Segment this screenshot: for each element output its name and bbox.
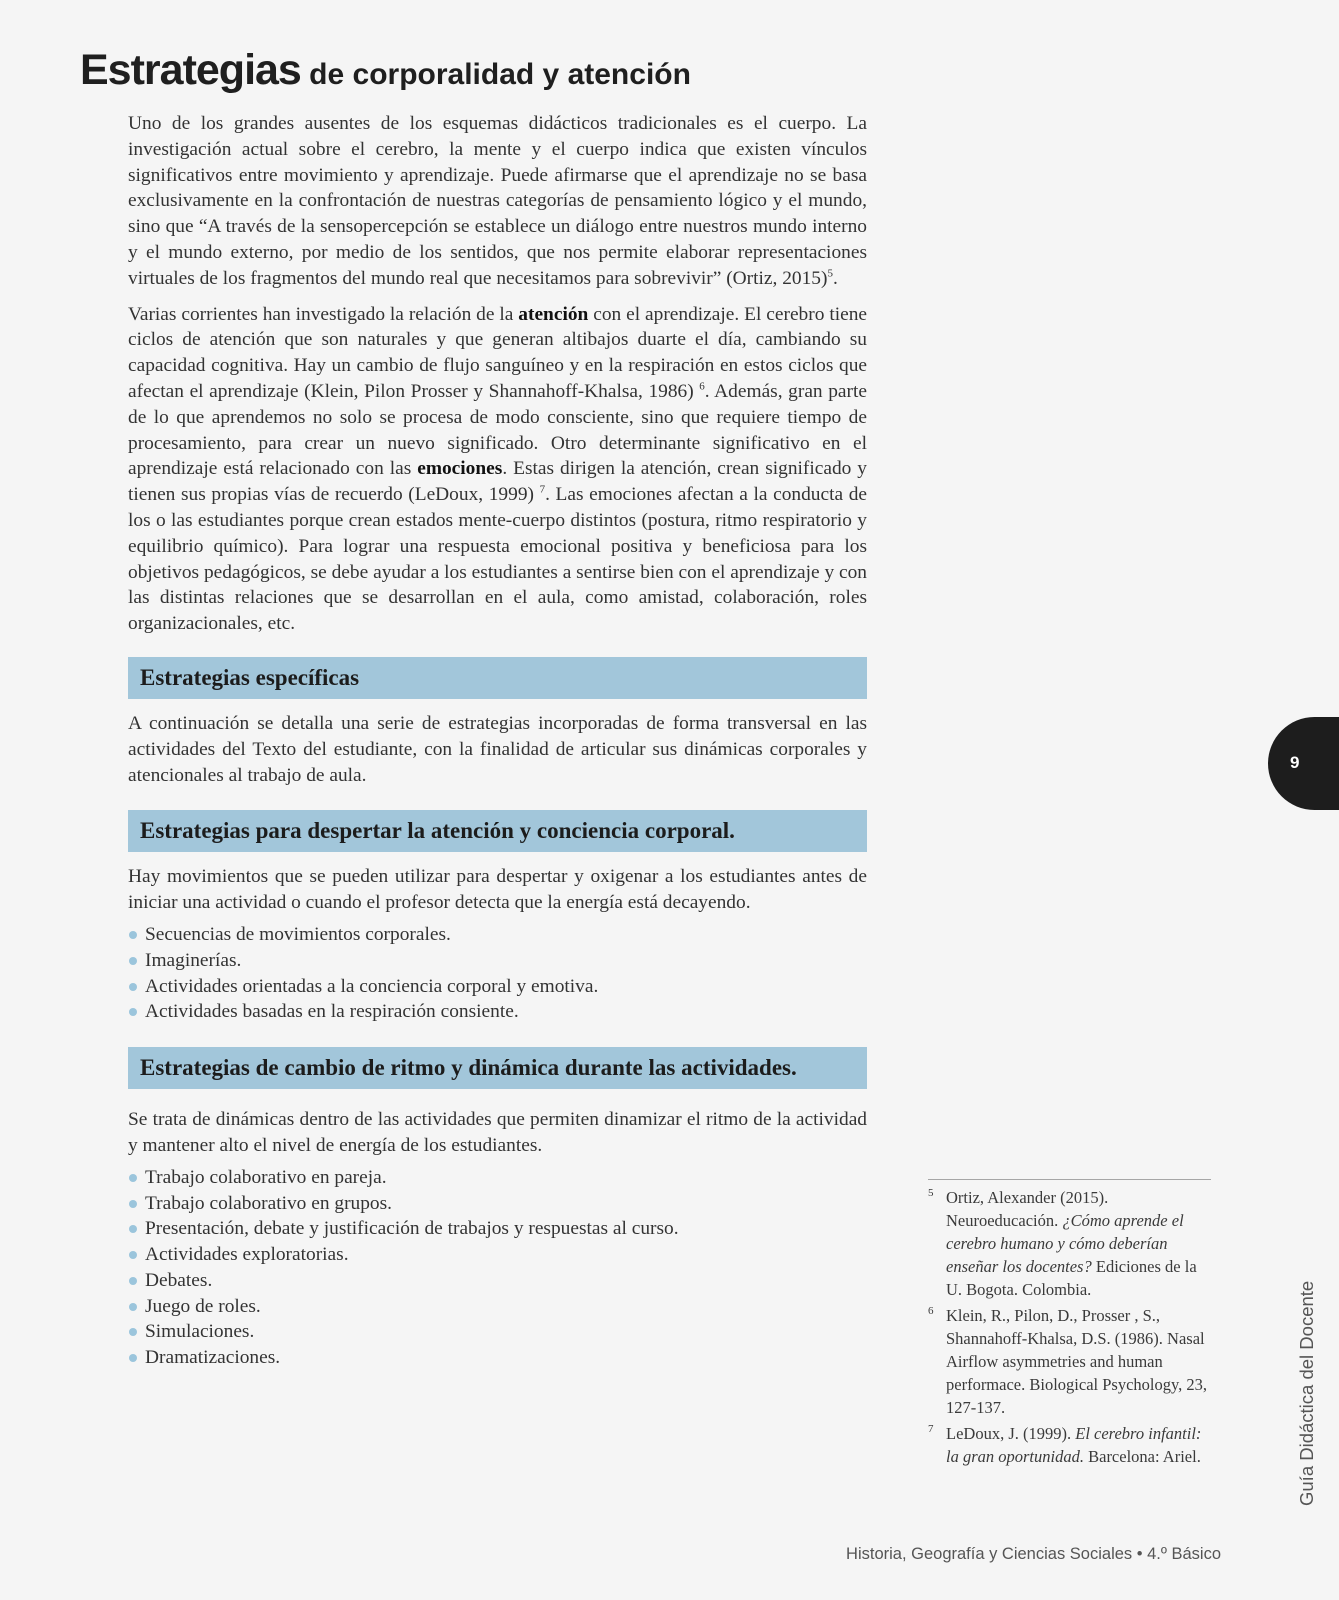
footnotes — [928, 1186, 1213, 1471]
intro-paragraph-2 — [128, 302, 867, 637]
title-sub: de corporalidad y atención — [300, 58, 691, 91]
intro-p2-d: . Estas dirigen la atención, crean significado y tienen sus propias vías de recuerdo (LeDoux, 1999) — [128, 458, 867, 506]
footnote-text: Ortiz, Alexander (2015). Neuroeducación. — [946, 1188, 1109, 1230]
footnote-5 — [928, 1186, 1213, 1301]
footnote-divider — [928, 1179, 1211, 1180]
ritmo-list — [128, 1165, 867, 1371]
side-label: Guía Didáctica del Docente — [1296, 1280, 1317, 1506]
keyword-atencion: atención — [518, 303, 589, 325]
intro-p1-text: Uno de los grandes ausentes de los esquemas didácticos tradicionales es el cuerpo. La investigación actual sobre el cerebro, la mente y el cuerpo indica que existen vínculos significativos entre movimiento y aprendizaje. Puede afirmarse que el aprendizaje no se basa exclusivamente en la confrontación de nuestras categorías de pensamiento lógico y el mundo, sino que “A través de la sensopercepción se establece un diálogo entre nuestros mundo interno y el mundo externo, por medio de los sentidos, que nos permite elaborar representaciones virtuales de los fragmentos del mundo real que necesitamos para sobrevivir” (Ortiz, 2015) — [128, 113, 867, 289]
footnote-6 — [928, 1304, 1213, 1419]
section-despertar-text: Hay movimientos que se pueden utilizar para despertar y oxigenar a los estudiantes antes de iniciar una actividad o cuando el profesor detecta que la energía está decayendo. — [128, 866, 867, 914]
list-item: Presentación, debate y justificación de trabajos y respuestas al curso. — [128, 1216, 867, 1242]
section-heading-despertar: Estrategias para despertar la atención y conciencia corporal. — [128, 810, 867, 852]
page-footer: Historia, Geografía y Ciencias Sociales • 4.º Básico — [846, 1545, 1221, 1563]
list-item: Trabajo colaborativo en pareja. — [128, 1165, 867, 1191]
intro-p2-c: . Además, gran parte de lo que aprendemos no solo se procesa de modo consciente, sino que requiere tiempo de procesamiento, para crear un nuevo significado. Otro determinante significativo en el aprendizaje está relacionado con las — [128, 380, 867, 480]
footnote-ref-5: 5 — [827, 267, 833, 280]
page-number-tab — [1268, 717, 1339, 810]
list-item: Actividades orientadas a la conciencia corporal y emotiva. — [128, 974, 867, 1000]
section-ritmo-text: Se trata de dinámicas dentro de las actividades que permiten dinamizar el ritmo de la actividad y mantener alto el nivel de energía de los estudiantes. — [128, 1109, 867, 1156]
page-number: 9 — [1290, 753, 1300, 772]
footnote-text-end: Ediciones de la U. Bogota. Colombia. — [946, 1257, 1197, 1299]
list-item: Secuencias de movimientos corporales. — [128, 922, 867, 948]
list-item: Imaginerías. — [128, 948, 867, 974]
list-item: Trabajo colaborativo en grupos. — [128, 1191, 867, 1217]
footnote-7 — [928, 1422, 1213, 1468]
section-especificas-text: A continuación se detalla una serie de estrategias incorporadas de forma transversal en las actividades del Texto del estudiante, con la finalidad de articular sus dinámicas corporales y atencionales al trabajo de aula. — [128, 712, 867, 786]
list-item: Juego de roles. — [128, 1294, 867, 1320]
footnote-ref-7: 7 — [539, 483, 546, 496]
despertar-list — [128, 922, 867, 1025]
footnote-italic: El cerebro infantil: la gran oportunidad. — [946, 1424, 1202, 1466]
list-item: Simulaciones. — [128, 1319, 867, 1345]
section-heading-especificas: Estrategias específicas — [128, 657, 867, 699]
footnote-number: 6 — [928, 1305, 934, 1317]
intro-p2-e: . Las emociones afectan a la conducta de los o las estudiantes porque crean estados mente-cuerpo distintos (postura, ritmo respiratorio y equilibrio químico). Para lograr una respuesta emocional positiva y beneficiosa para los objetivos pedagógicos, se debe ayudar a los estudiantes a sentirse bien con el aprendizaje y con las distintas relaciones que se desarrollan en el aula, como amistad, colaboración, roles organizacionales, etc. — [128, 484, 867, 635]
title-main: Estrategias — [80, 46, 301, 94]
footnote-italic: ¿Cómo aprende el cerebro humano y cómo deberían enseñar los docentes? — [946, 1211, 1184, 1276]
intro-p2-a: Varias corrientes han investigado la relación de la — [128, 303, 519, 325]
main-column — [128, 111, 867, 1371]
footnote-number: 7 — [928, 1423, 934, 1435]
footnote-number: 5 — [928, 1187, 934, 1199]
footnote-text: LeDoux, J. (1999). — [946, 1424, 1076, 1443]
footnote-ref-6: 6 — [699, 380, 705, 393]
intro-paragraph-1 — [128, 111, 867, 292]
section-heading-ritmo: Estrategias de cambio de ritmo y dinámica durante las actividades. — [128, 1047, 867, 1089]
page-title — [80, 46, 691, 95]
list-item: Actividades basadas en la respiración consiente. — [128, 999, 867, 1025]
list-item: Dramatizaciones. — [128, 1345, 867, 1371]
intro-p1-end: . — [832, 267, 838, 289]
footnote-text-end: Barcelona: Ariel. — [1083, 1447, 1201, 1466]
list-item: Debates. — [128, 1268, 867, 1294]
intro-p2-b: con el aprendizaje. El cerebro tiene ciclos de atención que son naturales y que generan altibajos duarte el día, cambiando su capacidad cognitiva. Hay un cambio de flujo sanguíneo y en la respiración en estos ciclos que afectan el aprendizaje (Klein, Pilon Prosser y Shannahoff-Khalsa, 1986) — [128, 303, 867, 402]
footnote-text: Klein, R., Pilon, D., Prosser , S., Shannahoff-Khalsa, D.S. (1986). Nasal Airflow asymmetries and human performace. Biological Psychology, 23, 127-137. — [946, 1306, 1208, 1417]
list-item: Actividades exploratorias. — [128, 1242, 867, 1268]
keyword-emociones: emociones — [417, 458, 503, 480]
